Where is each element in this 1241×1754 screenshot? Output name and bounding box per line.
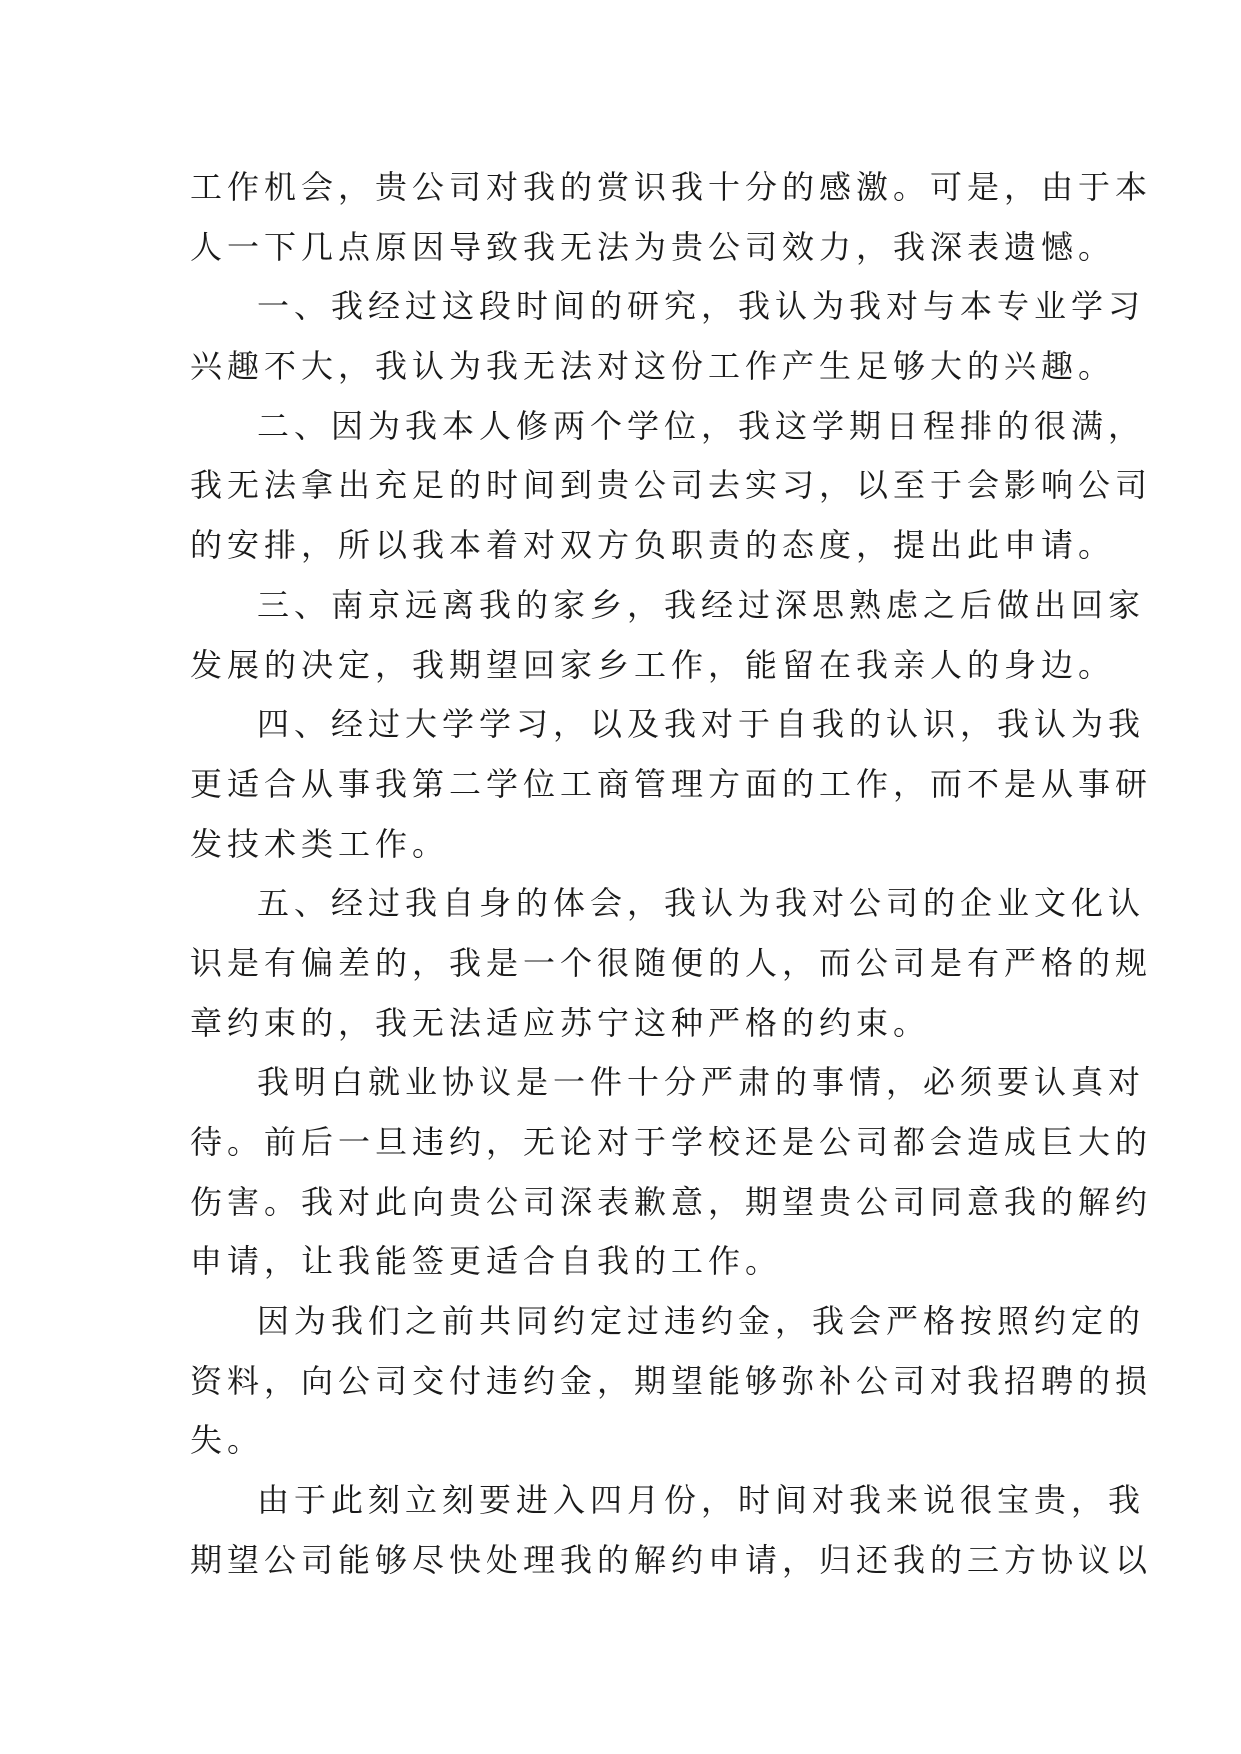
text-line: 期望公司能够尽快处理我的解约申请，归还我的三方协议以 xyxy=(190,1540,1153,1579)
text-line: 待。前后一旦违约，无论对于学校还是公司都会造成巨大的 xyxy=(190,1123,1153,1161)
paragraph-first-line: 五、经过我自身的体会，我认为我对公司的企业文化认 xyxy=(257,884,1146,923)
paragraph-first-line: 四、经过大学学习，以及我对于自我的认识，我认为我 xyxy=(257,705,1146,744)
paragraph-first-line: 因为我们之前共同约定过违约金，我会严格按照约定的 xyxy=(257,1302,1146,1341)
document-body xyxy=(190,158,1153,1591)
text-line: 伤害。我对此向贵公司深表歉意，期望贵公司同意我的解约 xyxy=(190,1182,1153,1221)
text-line: 申请，让我能签更适合自我的工作。 xyxy=(190,1242,783,1281)
text-line: 更适合从事我第二学位工商管理方面的工作，而不是从事研 xyxy=(190,764,1153,803)
paragraph-first-line: 由于此刻立刻要进入四月份，时间对我来说很宝贵，我 xyxy=(257,1481,1146,1520)
text-line: 人一下几点原因导致我无法为贵公司效力，我深表遗憾。 xyxy=(190,227,1116,266)
text-line: 章约束的，我无法适应苏宁这种严格的约束。 xyxy=(190,1003,931,1042)
text-line: 发技术类工作。 xyxy=(190,824,450,863)
text-line: 资料，向公司交付违约金，期望能够弥补公司对我招聘的损 xyxy=(190,1361,1153,1400)
text-line: 兴趣不大，我认为我无法对这份工作产生足够大的兴趣。 xyxy=(190,347,1116,386)
paragraph-first-line: 一、我经过这段时间的研究，我认为我对与本专业学习 xyxy=(257,287,1146,326)
paragraph-first-line: 二、因为我本人修两个学位，我这学期日程排的很满， xyxy=(257,406,1146,445)
text-line: 失。 xyxy=(190,1421,265,1460)
paragraph-first-line: 我明白就业协议是一件十分严肃的事情，必须要认真对 xyxy=(257,1063,1146,1102)
paragraph-first-line: 三、南京远离我的家乡，我经过深思熟虑之后做出回家 xyxy=(257,585,1146,624)
text-line: 的安排，所以我本着对双方负职责的态度，提出此申请。 xyxy=(190,526,1116,565)
text-line: 我无法拿出充足的时间到贵公司去实习，以至于会影响公司 xyxy=(190,466,1153,505)
text-line: 发展的决定，我期望回家乡工作，能留在我亲人的身边。 xyxy=(190,645,1116,684)
text-line: 工作机会，贵公司对我的赏识我十分的感激。可是，由于本 xyxy=(190,168,1153,206)
text-line: 识是有偏差的，我是一个很随便的人，而公司是有严格的规 xyxy=(190,943,1153,982)
